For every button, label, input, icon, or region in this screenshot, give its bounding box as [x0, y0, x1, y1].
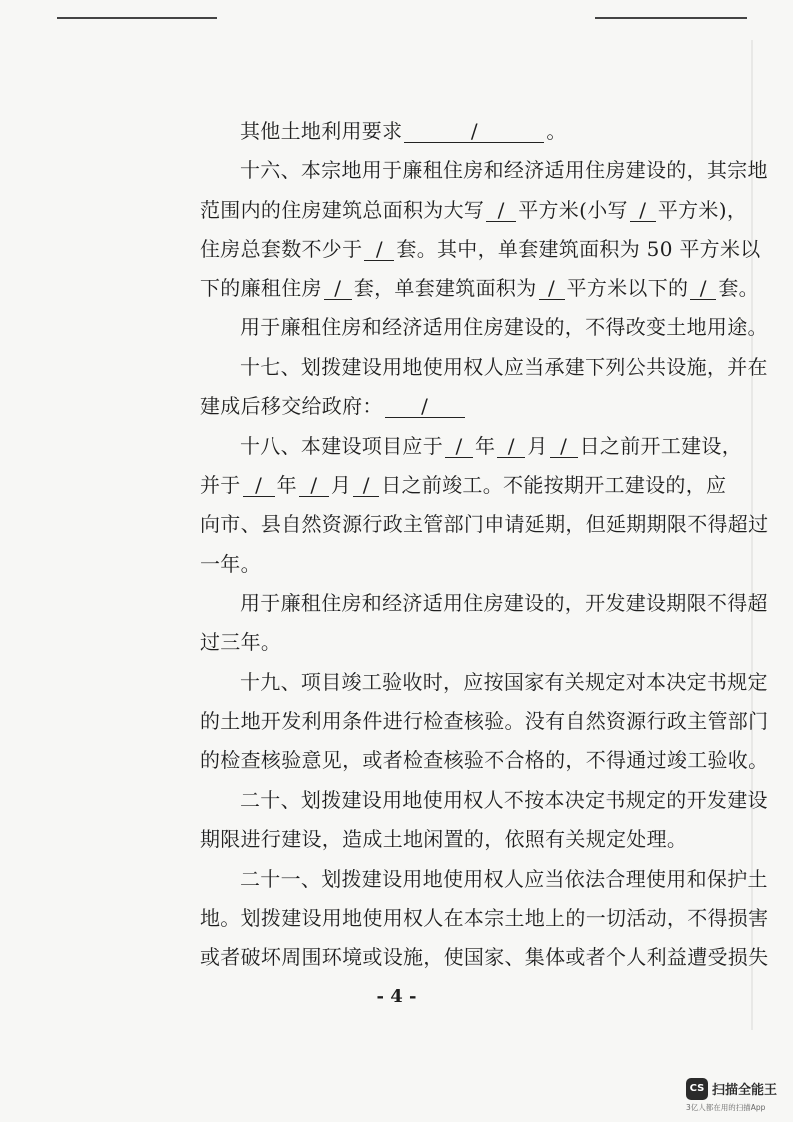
text: 的土地开发利用条件进行检查核验。没有自然资源行政主管部门	[200, 709, 769, 733]
text-line	[240, 354, 768, 380]
text: 套。其中，单套建筑面积为 50 平方米以	[396, 237, 761, 261]
text: 期限进行建设，造成土地闲置的，依照有关规定处理。	[200, 827, 688, 851]
text: 月	[330, 473, 352, 497]
text-line	[200, 472, 727, 498]
text-line	[200, 905, 769, 931]
text-line	[240, 157, 768, 183]
fill-blank: /	[243, 474, 275, 497]
top-rule-right	[595, 17, 747, 19]
fill-blank: /	[385, 395, 465, 418]
fill-blank: /	[690, 277, 716, 300]
fill-blank: /	[497, 435, 525, 458]
text: 平方米以下的	[566, 276, 689, 300]
text: 或者破坏周围环境或设施，使国家、集体或者个人利益遭受损失	[200, 945, 769, 969]
watermark-tagline: 3亿人都在用的扫描App	[686, 1103, 766, 1112]
top-rule-left	[57, 17, 217, 19]
text: 十六、本宗地用于廉租住房和经济适用住房建设的，其宗地	[240, 158, 768, 182]
text-line	[200, 393, 720, 419]
text-line	[200, 551, 720, 577]
text-line	[200, 197, 748, 223]
text-line	[240, 433, 760, 459]
text: 用于廉租住房和经济适用住房建设的，开发建设期限不得超	[240, 591, 768, 615]
text: 月	[527, 434, 548, 458]
text-line	[200, 708, 769, 734]
text: 十九、项目竣工验收时，应按国家有关规定对本决定书规定	[240, 670, 768, 694]
text: 平方米)，	[657, 198, 748, 222]
fill-blank: /	[445, 435, 473, 458]
text: 向市、县自然资源行政主管部门申请延期，但延期期限不得超过	[200, 512, 769, 536]
text: 并于	[200, 473, 241, 497]
fill-blank: /	[324, 277, 352, 300]
text-line	[200, 511, 769, 537]
text: 二十一、划拨建设用地使用权人应当依法合理使用和保护土	[240, 867, 768, 891]
fill-blank: /	[539, 277, 565, 300]
scanner-watermark	[686, 1078, 786, 1112]
text: 十八、本建设项目应于	[240, 434, 443, 458]
text-line	[200, 629, 720, 655]
text: 地。划拨建设用地使用权人在本宗土地上的一切活动，不得损害	[200, 906, 769, 930]
fill-blank: /	[364, 238, 394, 261]
watermark-name: 扫描全能王	[712, 1083, 778, 1098]
text: 用于廉租住房和经济适用住房建设的，不得改变土地用途。	[240, 315, 768, 339]
text-line	[200, 944, 769, 970]
text: 的检查核验意见，或者检查核验不合格的，不得通过竣工验收。	[200, 748, 769, 772]
text: 下的廉租住房	[200, 276, 322, 300]
text-line	[240, 866, 768, 892]
text-line	[240, 314, 768, 340]
text: 范围内的住房建筑总面积为大写	[200, 198, 485, 222]
fill-blank: /	[404, 120, 544, 143]
text: 十七、划拨建设用地使用权人应当承建下列公共设施，并在	[240, 355, 768, 379]
text: 住房总套数不少于	[200, 237, 363, 261]
fill-blank: /	[630, 199, 656, 222]
fill-blank: /	[299, 474, 329, 497]
text: 套，单套建筑面积为	[353, 276, 537, 300]
text: 一年。	[200, 552, 261, 576]
text-line	[240, 787, 768, 813]
text: 。	[546, 119, 567, 143]
text: 平方米(小写	[518, 198, 628, 222]
fill-blank: /	[550, 435, 578, 458]
page-number: - 4 -	[376, 986, 417, 1007]
text: 年	[276, 473, 297, 497]
camscanner-logo-icon: CS	[686, 1078, 708, 1100]
text: 套。	[718, 276, 759, 300]
text: 二十、划拨建设用地使用权人不按本决定书规定的开发建设	[240, 788, 768, 812]
text: 过三年。	[200, 630, 282, 654]
text: 建成后移交给政府：	[200, 394, 383, 418]
text-line	[200, 275, 759, 301]
fill-blank: /	[353, 474, 379, 497]
text-line	[200, 747, 769, 773]
text-line	[200, 236, 761, 262]
fill-blank: /	[486, 199, 516, 222]
text-line	[240, 590, 768, 616]
text: 年	[475, 434, 496, 458]
text: 其他土地利用要求	[240, 119, 403, 143]
text-line	[240, 118, 760, 144]
text-line	[200, 826, 720, 852]
text-line	[240, 669, 768, 695]
text: 日之前开工建设，	[579, 434, 743, 458]
text: 日之前竣工。不能按期开工建设的，应	[381, 473, 727, 497]
